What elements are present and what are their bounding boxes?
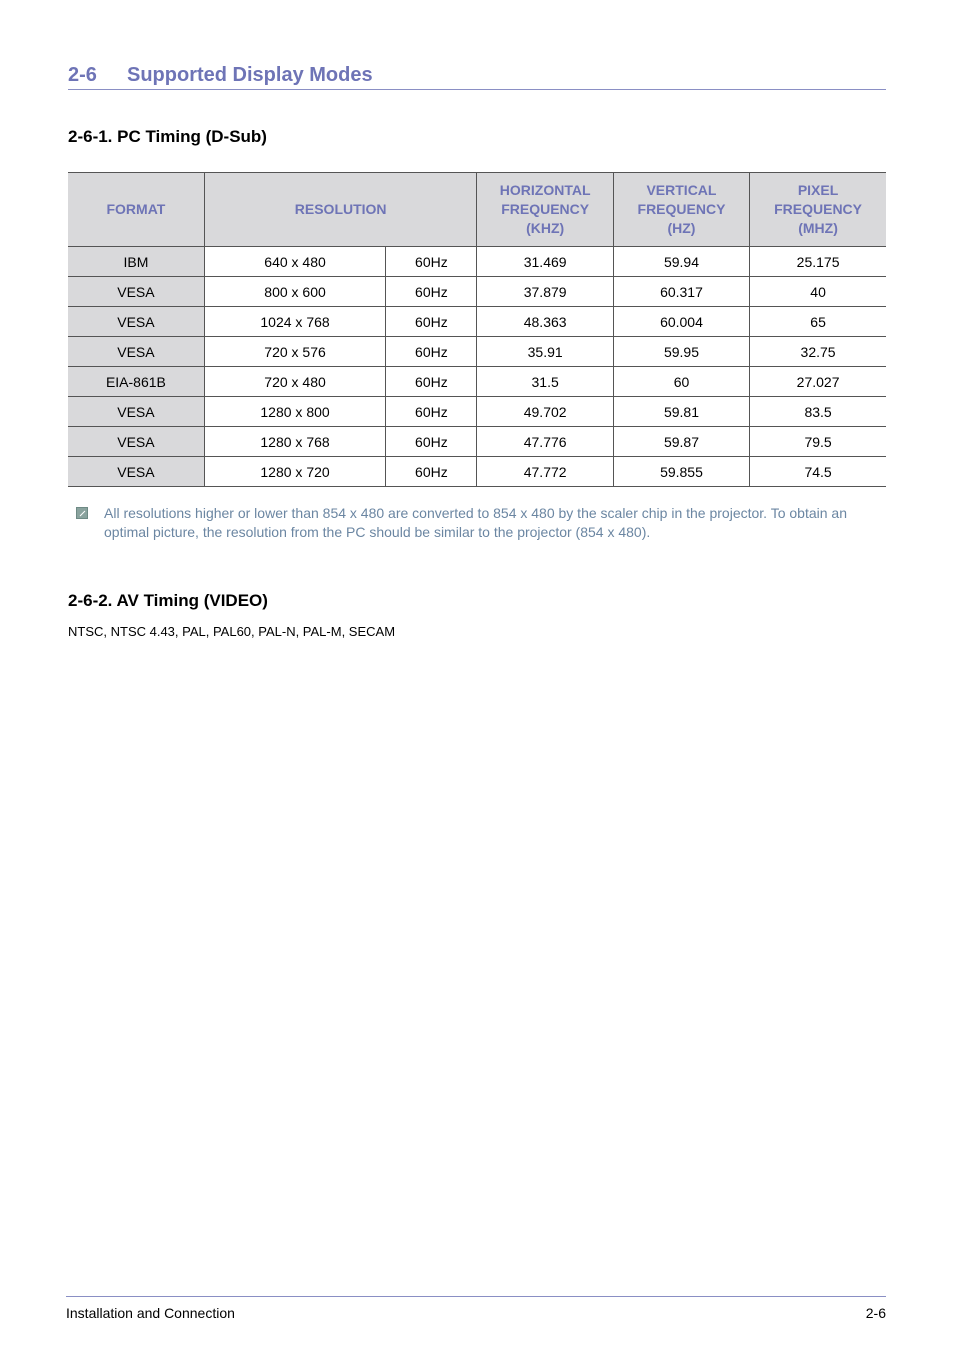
section-title-text: Supported Display Modes [127, 64, 373, 86]
cell-resolution: 720 x 576 [204, 337, 385, 367]
header-vertical-frequency [613, 173, 749, 247]
cell-vertical: 59.81 [613, 397, 749, 427]
cell-format: VESA [68, 457, 204, 487]
header-vertical-line-2: FREQUENCY [637, 201, 726, 217]
cell-resolution: 1280 x 800 [204, 397, 385, 427]
cell-refresh: 60Hz [386, 277, 477, 307]
cell-pixel: 27.027 [750, 367, 886, 397]
resolution-note [76, 504, 886, 542]
table-row [68, 397, 886, 427]
cell-refresh: 60Hz [386, 367, 477, 397]
table-row [68, 367, 886, 397]
cell-horizontal: 35.91 [477, 337, 613, 367]
page-footer [66, 1296, 886, 1321]
table-row [68, 277, 886, 307]
cell-format: VESA [68, 307, 204, 337]
cell-vertical: 59.95 [613, 337, 749, 367]
table-row [68, 247, 886, 277]
cell-resolution: 800 x 600 [204, 277, 385, 307]
section-title [68, 62, 886, 90]
cell-pixel: 40 [750, 277, 886, 307]
table-header-row [68, 173, 886, 247]
cell-refresh: 60Hz [386, 337, 477, 367]
table-row [68, 457, 886, 487]
av-timing-list: NTSC, NTSC 4.43, PAL, PAL60, PAL-N, PAL-M, SECAM [68, 624, 396, 639]
header-vertical-line-1: VERTICAL [646, 182, 717, 198]
cell-refresh: 60Hz [386, 247, 477, 277]
cell-pixel: 83.5 [750, 397, 886, 427]
cell-refresh: 60Hz [386, 397, 477, 427]
cell-format: EIA-861B [68, 367, 204, 397]
page-number: 2-6 [865, 1305, 886, 1321]
cell-vertical: 59.87 [613, 427, 749, 457]
header-pixel-line-1: PIXEL [797, 182, 839, 198]
cell-vertical: 60.317 [613, 277, 749, 307]
section-number: 2-6 [68, 64, 97, 86]
footer-chapter: Installation and Connection [66, 1305, 235, 1321]
header-pixel-frequency [750, 173, 886, 247]
cell-resolution: 640 x 480 [204, 247, 385, 277]
pc-timing-table [68, 172, 886, 487]
cell-horizontal: 31.469 [477, 247, 613, 277]
cell-format: VESA [68, 277, 204, 307]
cell-pixel: 74.5 [750, 457, 886, 487]
header-vertical-line-3: (HZ) [667, 220, 696, 236]
cell-resolution: 720 x 480 [204, 367, 385, 397]
pc-timing-heading: 2-6-1. PC Timing (D-Sub) [68, 127, 267, 146]
cell-horizontal: 47.776 [477, 427, 613, 457]
cell-pixel: 25.175 [750, 247, 886, 277]
cell-horizontal: 48.363 [477, 307, 613, 337]
table-row [68, 427, 886, 457]
cell-refresh: 60Hz [386, 307, 477, 337]
note-icon [76, 507, 88, 519]
cell-horizontal: 31.5 [477, 367, 613, 397]
header-horizontal-line-2: FREQUENCY [501, 201, 590, 217]
note-text: All resolutions higher or lower than 854 x 480 are converted to 854 x 480 by the scaler chip in the projector. To obtain an optimal picture, the resolution from the PC should be similar to the projector (854 x 480). [104, 505, 847, 540]
cell-resolution: 1280 x 720 [204, 457, 385, 487]
cell-pixel: 32.75 [750, 337, 886, 367]
cell-refresh: 60Hz [386, 427, 477, 457]
cell-horizontal: 47.772 [477, 457, 613, 487]
cell-pixel: 65 [750, 307, 886, 337]
cell-resolution: 1024 x 768 [204, 307, 385, 337]
cell-horizontal: 37.879 [477, 277, 613, 307]
cell-vertical: 59.855 [613, 457, 749, 487]
cell-resolution: 1280 x 768 [204, 427, 385, 457]
cell-format: VESA [68, 427, 204, 457]
table-row [68, 307, 886, 337]
header-resolution: RESOLUTION [204, 173, 477, 247]
table-row [68, 337, 886, 367]
cell-format: VESA [68, 337, 204, 367]
header-format: FORMAT [68, 173, 204, 247]
header-horizontal-frequency [477, 173, 613, 247]
cell-pixel: 79.5 [750, 427, 886, 457]
cell-horizontal: 49.702 [477, 397, 613, 427]
cell-format: VESA [68, 397, 204, 427]
header-horizontal-line-3: (KHZ) [526, 220, 565, 236]
cell-format: IBM [68, 247, 204, 277]
av-timing-heading: 2-6-2. AV Timing (VIDEO) [68, 591, 268, 610]
cell-vertical: 60 [613, 367, 749, 397]
header-pixel-line-2: FREQUENCY [774, 201, 863, 217]
cell-refresh: 60Hz [386, 457, 477, 487]
cell-vertical: 59.94 [613, 247, 749, 277]
header-pixel-line-3: (MHZ) [798, 220, 838, 236]
header-horizontal-line-1: HORIZONTAL [499, 182, 591, 198]
cell-vertical: 60.004 [613, 307, 749, 337]
